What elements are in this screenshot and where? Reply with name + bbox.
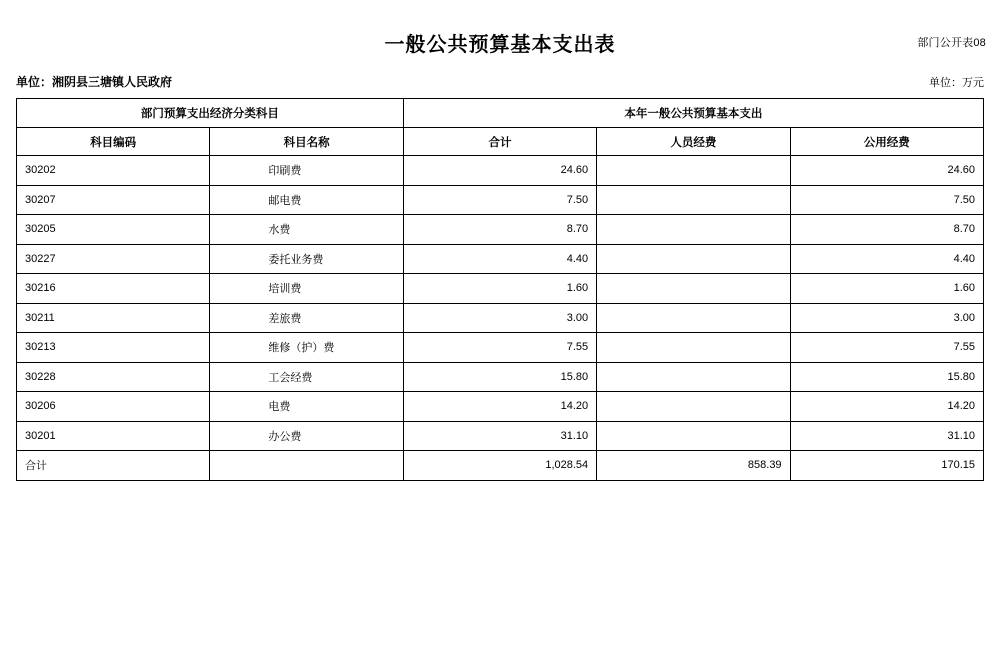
cell-name: 印刷费 [210,156,403,186]
table-row [17,303,984,333]
cell-code: 30228 [17,362,210,392]
cell-personnel [597,274,790,304]
table-header [17,99,984,156]
column-header-name: 科目名称 [210,128,403,156]
cell-personnel [597,215,790,245]
cell-code: 30202 [17,156,210,186]
cell-personnel [597,156,790,186]
group-header-subject: 部门预算支出经济分类科目 [17,99,404,128]
amount-unit-label: 单位：万元 [929,77,984,89]
total-label: 合计 [17,451,210,481]
budget-table [16,98,984,481]
cell-code: 30201 [17,421,210,451]
cell-public: 1.60 [790,274,983,304]
cell-name: 电费 [210,392,403,422]
total-name [210,451,403,481]
total-total: 1,028.54 [403,451,596,481]
table-group-header-row [17,99,984,128]
budget-table-wrapper [16,98,984,481]
cell-total: 31.10 [403,421,596,451]
unit-label: 单位：湘阴县三塘镇人民政府 [16,75,173,89]
cell-total: 4.40 [403,244,596,274]
cell-public: 14.20 [790,392,983,422]
cell-public: 24.60 [790,156,983,186]
meta-row [0,73,1000,90]
cell-public: 3.00 [790,303,983,333]
cell-total: 14.20 [403,392,596,422]
cell-total: 15.80 [403,362,596,392]
cell-name: 差旅费 [210,303,403,333]
table-row [17,244,984,274]
cell-public: 8.70 [790,215,983,245]
column-header-total: 合计 [403,128,596,156]
table-row [17,362,984,392]
cell-code: 30213 [17,333,210,363]
page-title: 一般公共预算基本支出表 [384,34,616,56]
table-row [17,392,984,422]
table-row [17,156,984,186]
cell-personnel [597,333,790,363]
cell-name: 工会经费 [210,362,403,392]
cell-public: 31.10 [790,421,983,451]
document-page [0,28,1000,663]
cell-code: 30205 [17,215,210,245]
cell-total: 1.60 [403,274,596,304]
cell-name: 维修（护）费 [210,333,403,363]
cell-personnel [597,244,790,274]
cell-personnel [597,392,790,422]
table-row [17,333,984,363]
table-row [17,185,984,215]
cell-personnel [597,421,790,451]
cell-total: 7.55 [403,333,596,363]
total-personnel: 858.39 [597,451,790,481]
cell-personnel [597,303,790,333]
column-header-code: 科目编码 [17,128,210,156]
table-row [17,215,984,245]
cell-public: 4.40 [790,244,983,274]
cell-total: 3.00 [403,303,596,333]
table-column-header-row [17,128,984,156]
form-code-label: 部门公开表08 [917,37,986,49]
cell-code: 30216 [17,274,210,304]
cell-public: 15.80 [790,362,983,392]
group-header-expenditure: 本年一般公共预算基本支出 [403,99,983,128]
cell-name: 委托业务费 [210,244,403,274]
total-public: 170.15 [790,451,983,481]
table-total-row [17,451,984,481]
cell-total: 7.50 [403,185,596,215]
cell-personnel [597,185,790,215]
table-row [17,421,984,451]
table-row [17,274,984,304]
cell-code: 30227 [17,244,210,274]
table-body [17,156,984,481]
cell-public: 7.55 [790,333,983,363]
column-header-personnel: 人员经费 [597,128,790,156]
cell-total: 24.60 [403,156,596,186]
cell-public: 7.50 [790,185,983,215]
cell-code: 30206 [17,392,210,422]
column-header-public: 公用经费 [790,128,983,156]
cell-name: 培训费 [210,274,403,304]
cell-code: 30207 [17,185,210,215]
cell-name: 邮电费 [210,185,403,215]
cell-personnel [597,362,790,392]
cell-name: 水费 [210,215,403,245]
cell-name: 办公费 [210,421,403,451]
cell-total: 8.70 [403,215,596,245]
cell-code: 30211 [17,303,210,333]
